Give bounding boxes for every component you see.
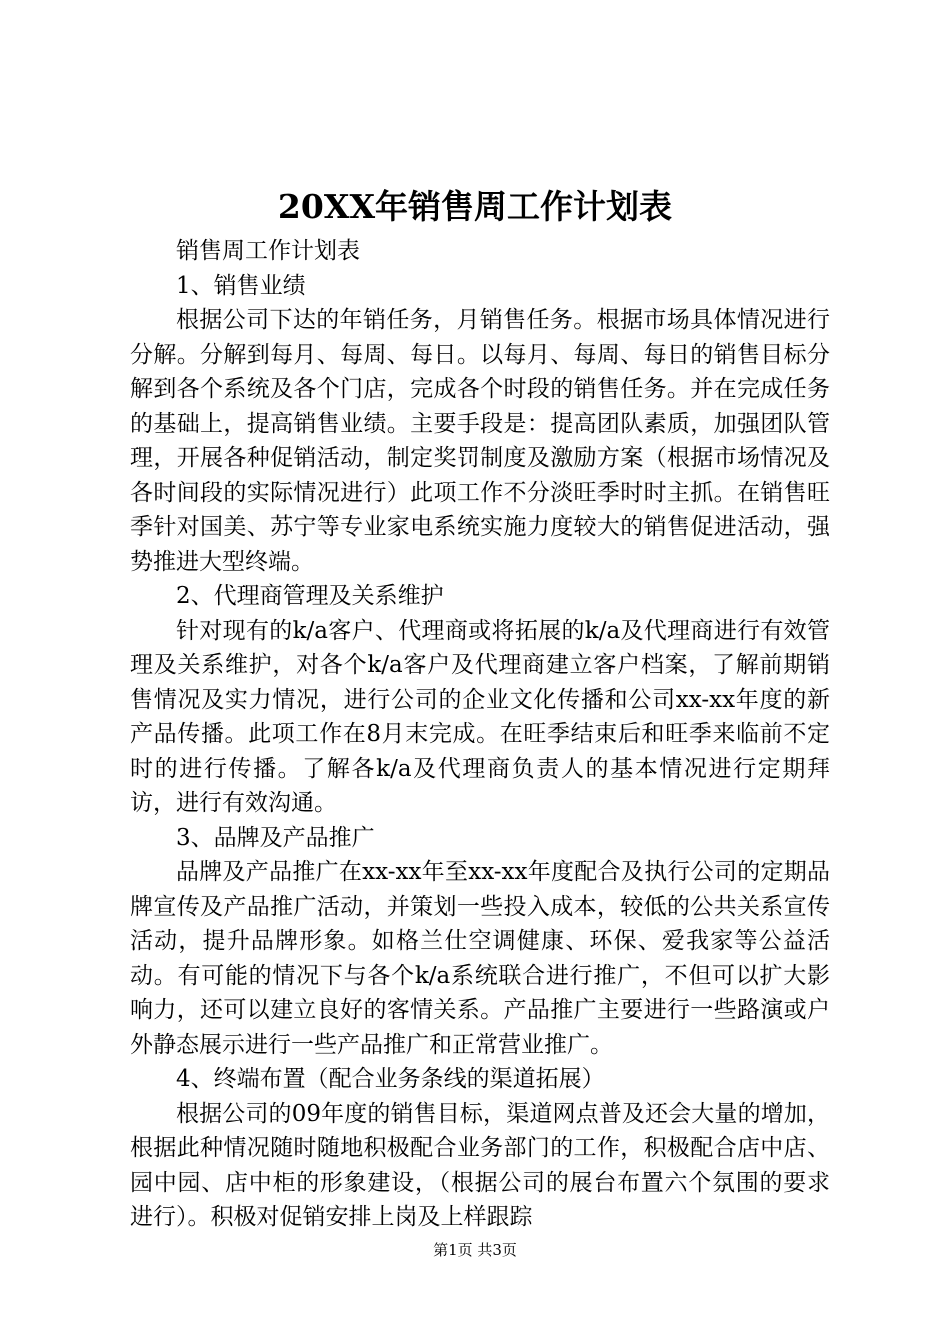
paragraph-agent-management: 针对现有的k/a客户、代理商或将拓展的k/a及代理商进行有效管理及关系维护，对各个k/a客户及代理商建立客户档案，了解前期销售情况及实力情况，进行公司的企业文化传播和公司xx-xx年度的新产品传播。此项工作在8月末完成。在旺季结束后和旺季来临前不定时的进行传播。了解各k/a及代理商负责人的基本情况进行定期拜访，进行有效沟通。	[130, 617, 830, 816]
paragraph-terminal-layout: 根据公司的09年度的销售目标，渠道网点普及还会大量的增加，根据此种情况随时随地积极配合业务部门的工作，积极配合店中店、园中园、店中柜的形象建设，（根据公司的展台布置六个氛围的要求进行）。积极对促销安排上岗及上样跟踪	[130, 1100, 830, 1230]
paragraph-brand-promotion: 品牌及产品推广在xx-xx年至xx-xx年度配合及执行公司的定期品牌宣传及产品推广活动，并策划一些投入成本，较低的公共关系宣传活动，提升品牌形象。如格兰仕空调健康、环保、爱我家等公益活动。有可能的情况下与各个k/a系统联合进行推广，不但可以扩大影响力，还可以建立良好的客情关系。产品推广主要进行一些路演或户外静态展示进行一些产品推广和正常营业推广。	[130, 859, 830, 1058]
page-footer: 第1页 共3页	[433, 1241, 517, 1259]
section-heading-4: 4、终端布置（配合业务条线的渠道拓展）	[176, 1066, 605, 1092]
section-heading-2: 2、代理商管理及关系维护	[176, 583, 444, 609]
document-body	[130, 234, 830, 1235]
paragraph-subtitle: 销售周工作计划表	[176, 238, 360, 264]
document-title: 20XX年销售周工作计划表	[277, 187, 673, 226]
section-heading-3: 3、品牌及产品推广	[176, 824, 375, 851]
section-heading-1: 1、销售业绩	[176, 272, 306, 299]
paragraph-sales-performance: 根据公司下达的年销任务，月销售任务。根据市场具体情况进行分解。分解到每月、每周、每日。以每月、每周、每日的销售目标分解到各个系统及各个门店，完成各个时段的销售任务。并在完成任务的基础上，提高销售业绩。主要手段是：提高团队素质，加强团队管理，开展各种促销活动，制定奖罚制度及激励方案（根据市场情况及各时间段的实际情况进行）此项工作不分淡旺季时时主抓。在销售旺季针对国美、苏宁等专业家电系统实施力度较大的销售促进活动，强势推进大型终端。	[130, 307, 830, 575]
